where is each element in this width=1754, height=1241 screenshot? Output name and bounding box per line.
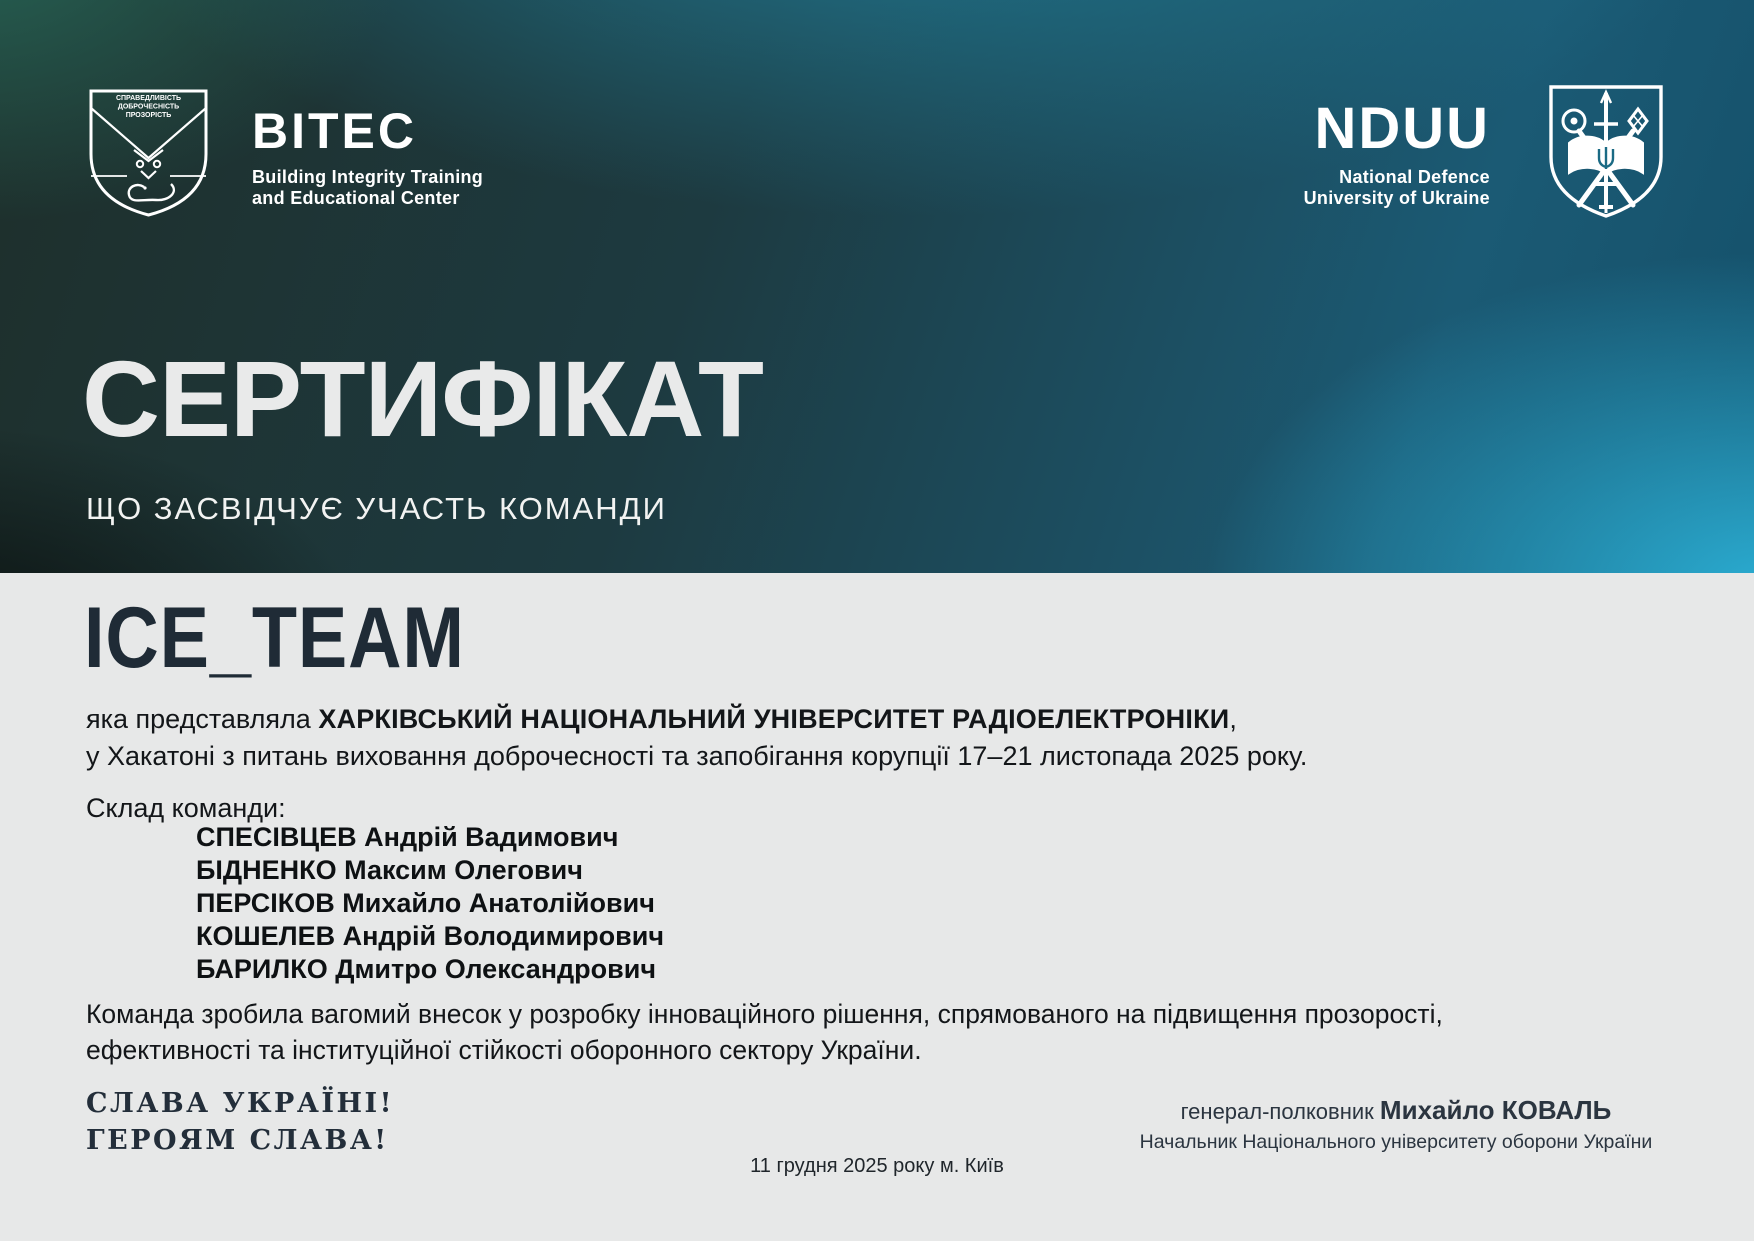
nduu-tagline-line1: National Defence [1339,167,1490,187]
signature-name: Михайло КОВАЛЬ [1379,1095,1612,1125]
signature-rank-name [1066,1095,1726,1126]
bitec-motto-line1: СПРАВЕДЛИВІСТЬ [115,95,182,102]
slogan-line2: ГЕРОЯМ СЛАВА! [86,1125,389,1156]
team-name: ICE_TEAM [84,590,465,686]
certificate-subtitle: ЩО ЗАСВІДЧУЄ УЧАСТЬ КОМАНДИ [86,491,667,526]
member-row: БАРИЛКО Дмитро Олександрович [196,954,657,984]
nduu-tagline [1150,167,1490,209]
member-row: ПЕРСІКОВ Михайло Анатолійович [196,888,655,918]
certificate-body [0,573,1754,1241]
member-row: КОШЕЛЕВ Андрій Володимирович [196,921,665,951]
closing-line1: Команда зробила вагомий внесок у розробку інноваційного рішення, спрямованого на підвищення прозорості, [86,999,1443,1029]
lede-line2: у Хакатоні з питань виховання доброчесності та запобігання корупції 17–21 листопада 2025 року. [86,741,1308,771]
bitec-motto-line2: ДОБРОЧЕСНІСТЬ [117,103,180,111]
bitec-tagline-line1: Building Integrity Training [252,167,484,187]
signature-block [1066,1095,1726,1154]
lede-line1 [86,701,1307,738]
slogan-line1: СЛАВА УКРАЇНІ! [86,1088,394,1119]
date-place: 11 грудня 2025 року м. Київ [750,1155,1004,1177]
closing-paragraph [86,996,1443,1068]
bitec-shield-emblem-icon [87,88,210,218]
university-name: ХАРКІВСЬКИЙ НАЦІОНАЛЬНИЙ УНІВЕРСИТЕТ РАДІОЕЛЕКТРОНІКИ [318,704,1230,734]
bitec-tagline-line2: and Educational Center [252,188,460,208]
nduu-shield-emblem-icon [1547,83,1665,220]
lede-suffix: , [1229,704,1237,734]
members-label: Склад команди: [86,793,286,823]
bitec-tagline [252,167,483,209]
certificate-title: СЕРТИФІКАТ [82,338,763,459]
slogan [86,1085,394,1159]
lede-prefix: яка представляла [86,704,319,734]
lede-paragraph [86,701,1307,775]
hero-banner [0,0,1754,573]
nduu-abbr: NDUU [1314,96,1490,161]
member-row: БІДНЕНКО Максим Олегович [196,855,583,885]
signature-title: Начальник Національного університету оборони України [1139,1131,1653,1153]
bitec-wordmark [252,103,484,209]
bitec-motto-line3: ПРОЗОРІСТЬ [125,112,172,119]
members-list [196,821,664,986]
closing-line2: ефективності та інституційної стійкості оборонного сектору України. [86,1035,922,1065]
signature-rank: генерал-полковник [1180,1099,1380,1124]
member-row: СПЕСІВЦЕВ Андрій Вадимович [196,822,619,852]
bitec-abbr: BITEC [252,103,417,159]
nduu-tagline-line2: University of Ukraine [1303,188,1490,208]
nduu-wordmark [1150,96,1490,209]
